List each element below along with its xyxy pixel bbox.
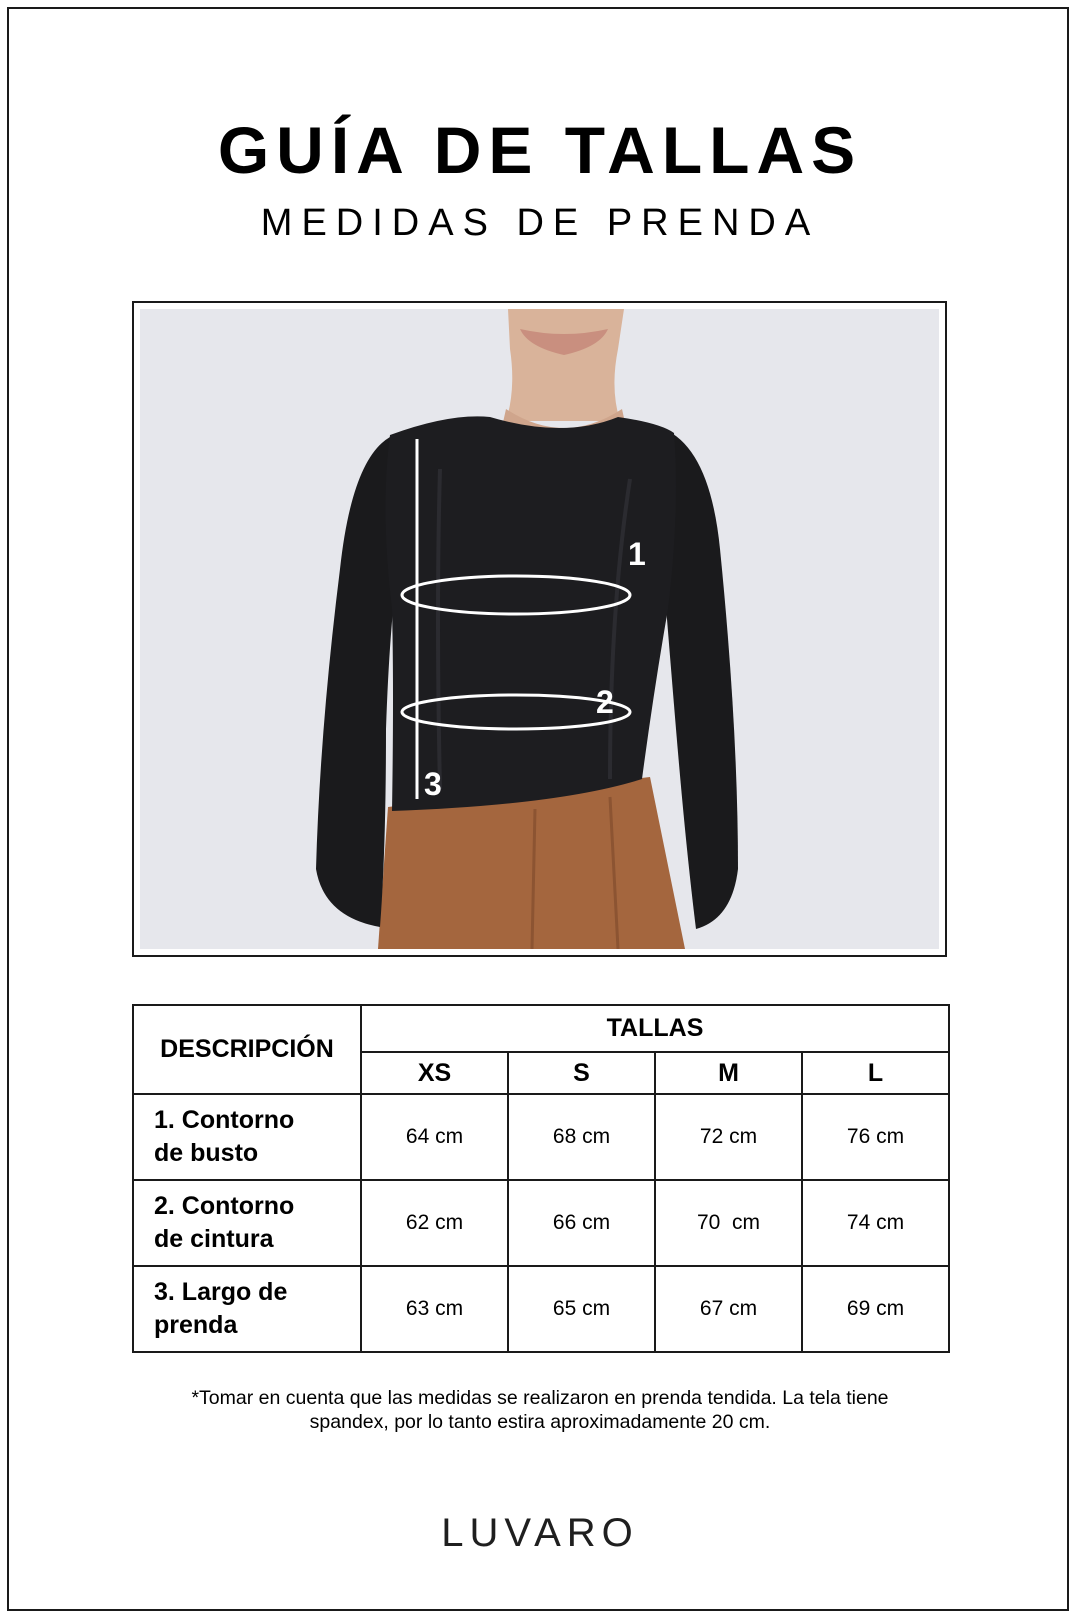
row-label-line: 1. Contorno — [154, 1106, 295, 1134]
size-s: S — [508, 1052, 655, 1094]
table-row — [133, 1266, 949, 1352]
row-label-line: de cintura — [154, 1225, 274, 1253]
table-cell: 74 cm — [802, 1180, 949, 1266]
size-l: L — [802, 1052, 949, 1094]
table-cell: 68 cm — [508, 1094, 655, 1180]
marker-label-2: 2 — [596, 684, 614, 720]
description-header: DESCRIPCIÓN — [133, 1005, 361, 1094]
table-cell: 72 cm — [655, 1094, 802, 1180]
table-header-row — [133, 1005, 949, 1052]
row-label-bust — [133, 1094, 361, 1180]
footnote-line: *Tomar en cuenta que las medidas se realizaron en prenda tendida. La tela tiene — [191, 1387, 889, 1409]
table-cell: 67 cm — [655, 1266, 802, 1352]
marker-label-3: 3 — [424, 766, 442, 802]
row-label-waist — [133, 1180, 361, 1266]
row-label-line: 3. Largo de — [154, 1278, 288, 1306]
page-subtitle: MEDIDAS DE PRENDA — [260, 202, 820, 244]
size-table — [132, 1004, 950, 1353]
footnote — [140, 1386, 940, 1434]
table-row — [133, 1094, 949, 1180]
table-cell: 69 cm — [802, 1266, 949, 1352]
table-cell: 66 cm — [508, 1180, 655, 1266]
marker-label-1: 1 — [628, 536, 646, 572]
table-row — [133, 1180, 949, 1266]
table-cell: 63 cm — [361, 1266, 508, 1352]
row-label-length — [133, 1266, 361, 1352]
row-label-line: prenda — [154, 1311, 238, 1339]
page-title: GUÍA DE TALLAS — [217, 113, 863, 187]
garment-photo — [140, 309, 939, 949]
size-m: M — [655, 1052, 802, 1094]
garment-photo-frame — [132, 301, 947, 957]
table-cell: 62 cm — [361, 1180, 508, 1266]
brand-logo: LUVARO — [441, 1511, 639, 1555]
sizes-header: TALLAS — [361, 1005, 949, 1052]
table-cell: 65 cm — [508, 1266, 655, 1352]
size-xs: XS — [361, 1052, 508, 1094]
row-label-line: de busto — [154, 1139, 259, 1167]
table-cell: 76 cm — [802, 1094, 949, 1180]
table-cell: 64 cm — [361, 1094, 508, 1180]
garment-illustration — [140, 309, 939, 949]
table-cell: 70 cm — [655, 1180, 802, 1266]
footnote-line: spandex, por lo tanto estira aproximadamente 20 cm. — [309, 1411, 771, 1433]
row-label-line: 2. Contorno — [154, 1192, 295, 1220]
